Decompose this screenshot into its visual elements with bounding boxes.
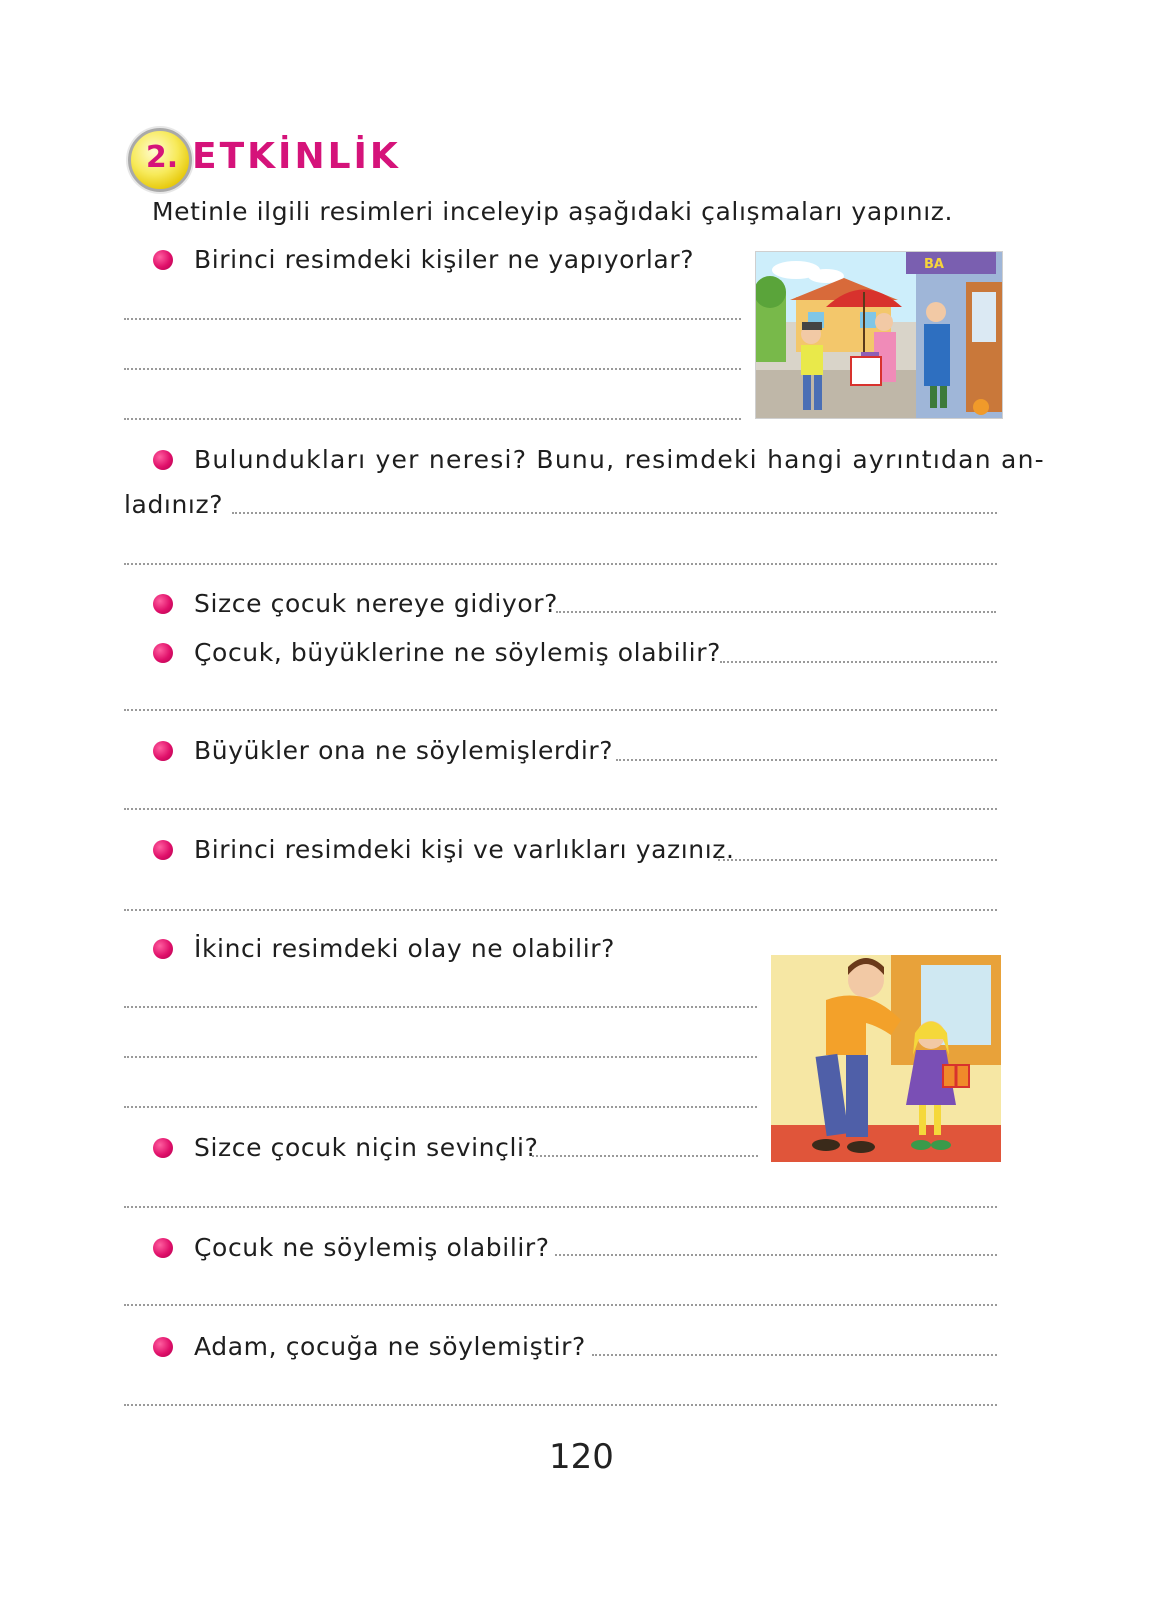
street-scene-drawing [756,252,1002,418]
answer-line[interactable] [718,859,997,861]
answer-line[interactable] [124,709,997,711]
answer-line[interactable] [532,1155,758,1157]
answer-line[interactable] [124,1404,997,1406]
answer-line[interactable] [124,1056,757,1058]
answer-line[interactable] [616,759,997,761]
answer-line[interactable] [232,512,997,514]
answer-line[interactable] [720,661,997,663]
question-7: İkinci resimdeki olay ne olabilir? [194,934,616,963]
answer-line[interactable] [592,1354,997,1356]
bullet-icon [153,594,173,614]
man-and-girl-illustration [771,955,1001,1162]
activity-number: 2. [145,140,179,175]
answer-line[interactable] [124,1006,757,1008]
answer-line[interactable] [124,1106,757,1108]
question-3: Sizce çocuk nereye gidiyor? [194,589,558,618]
activity-title: ETKİNLİK [192,136,401,177]
question-10: Adam, çocuğa ne söylemiştir? [194,1332,586,1361]
bullet-icon [153,840,173,860]
answer-line[interactable] [124,563,997,565]
question-2-continued: ladınız? [124,490,224,519]
instruction-text: Metinle ilgili resimleri inceleyip aşağıdaki çalışmaları yapınız. [152,197,954,226]
bullet-icon [153,1238,173,1258]
street-scene-illustration [755,251,1003,419]
bullet-icon [153,643,173,663]
question-1: Birinci resimdeki kişiler ne yapıyorlar? [194,245,695,274]
answer-line[interactable] [124,418,741,420]
bullet-icon [153,939,173,959]
question-8: Sizce çocuk niçin sevinçli? [194,1133,539,1162]
answer-line[interactable] [555,1254,997,1256]
bullet-icon [153,741,173,761]
question-2: Bulundukları yer neresi? Bunu, resimdeki hangi ayrıntıdan an- [194,445,1045,474]
man-and-girl-drawing [771,955,1001,1162]
question-4: Çocuk, büyüklerine ne söylemiş olabilir? [194,638,721,667]
page-number: 120 [549,1437,614,1477]
answer-line[interactable] [124,1304,997,1306]
bullet-icon [153,1337,173,1357]
answer-line[interactable] [124,909,997,911]
shop-sign-text: BA [924,257,944,272]
bullet-icon [153,1138,173,1158]
bullet-icon [153,450,173,470]
question-6: Birinci resimdeki kişi ve varlıkları yazınız. [194,835,735,864]
answer-line[interactable] [124,1206,997,1208]
answer-line[interactable] [124,368,741,370]
question-5: Büyükler ona ne söylemişlerdir? [194,736,614,765]
answer-line[interactable] [124,808,997,810]
answer-line[interactable] [556,611,996,613]
bullet-icon [153,250,173,270]
answer-line[interactable] [124,318,741,320]
question-9: Çocuk ne söylemiş olabilir? [194,1233,550,1262]
